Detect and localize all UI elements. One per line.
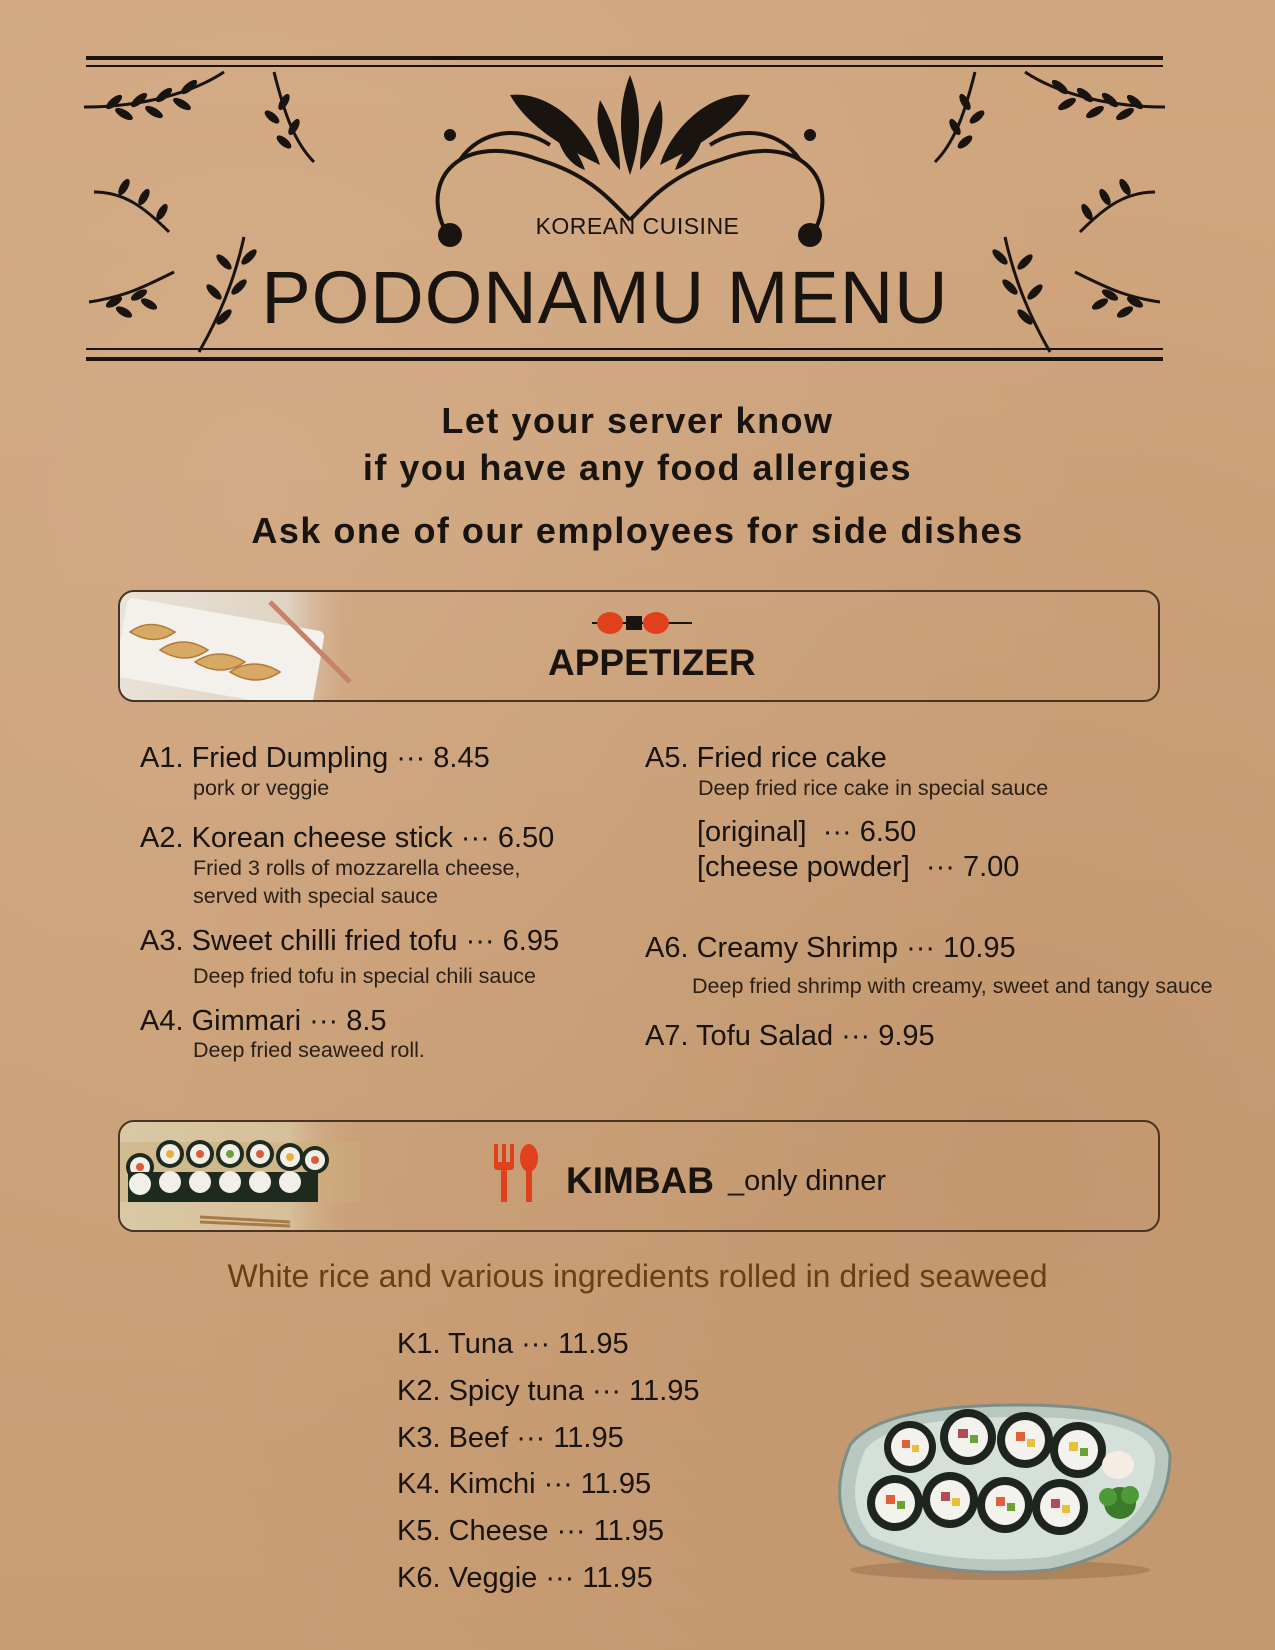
kimbab-plate-photo (820, 1385, 1180, 1585)
kimbab-item: K3. Beef ··· 11.95 (397, 1422, 624, 1454)
appetizer-title: APPETIZER (548, 642, 756, 683)
menu-item-option: [cheese powder] ··· 7.00 (697, 851, 1020, 883)
menu-item-desc: pork or veggie (193, 776, 330, 800)
kimbab-item: K6. Veggie ··· 11.95 (397, 1562, 653, 1594)
menu-item-option: [original] ··· 6.50 (697, 816, 917, 848)
menu-item-name: A4. Gimmari ··· 8.5 (140, 1005, 387, 1037)
kimbab-title: KIMBAB (566, 1160, 714, 1201)
kimbab-banner (118, 1120, 1160, 1232)
kimbab-item: K5. Cheese ··· 11.95 (397, 1515, 665, 1547)
kimbab-note: _only dinner (728, 1165, 886, 1197)
notice-line-2: if you have any food allergies (362, 447, 913, 488)
menu-item-name: A3. Sweet chilli fried tofu ··· 6.95 (140, 925, 560, 957)
fork-spoon-icon (492, 1142, 540, 1204)
dumpling-photo (120, 592, 360, 700)
menu-item-name: A5. Fried rice cake (645, 742, 887, 774)
menu-item-desc: Deep fried rice cake in special sauce (698, 776, 1049, 800)
menu-item-desc: served with special sauce (193, 884, 438, 908)
notice-line-3: Ask one of our employees for side dishes (251, 510, 1024, 551)
skewer-icon (592, 608, 692, 638)
notice-line-1: Let your server know (441, 400, 834, 441)
kimbab-intro: White rice and various ingredients rolled in dried seaweed (227, 1258, 1048, 1294)
menu-item-desc: Deep fried tofu in special chili sauce (193, 964, 536, 988)
menu-title: PODONAMU MENU (261, 256, 949, 339)
kimbab-item: K4. Kimchi ··· 11.95 (397, 1468, 652, 1500)
menu-item-desc: Deep fried seaweed roll. (193, 1038, 425, 1062)
kimbab-photo (120, 1122, 360, 1230)
menu-item-name: A7. Tofu Salad ··· 9.95 (645, 1020, 935, 1052)
cuisine-subtitle: KOREAN CUISINE (535, 213, 740, 239)
menu-item-desc: Deep fried shrimp with creamy, sweet and tangy sauce (692, 974, 1213, 998)
header-rule-top-1 (86, 56, 1163, 60)
menu-item-name: A1. Fried Dumpling ··· 8.45 (140, 742, 490, 774)
menu-item-desc: Fried 3 rolls of mozzarella cheese, (193, 856, 521, 880)
kimbab-item: K1. Tuna ··· 11.95 (397, 1328, 629, 1360)
menu-item-name: A2. Korean cheese stick ··· 6.50 (140, 822, 555, 854)
kimbab-item: K2. Spicy tuna ··· 11.95 (397, 1375, 700, 1407)
menu-item-name: A6. Creamy Shrimp ··· 10.95 (645, 932, 1016, 964)
appetizer-banner (118, 590, 1160, 702)
